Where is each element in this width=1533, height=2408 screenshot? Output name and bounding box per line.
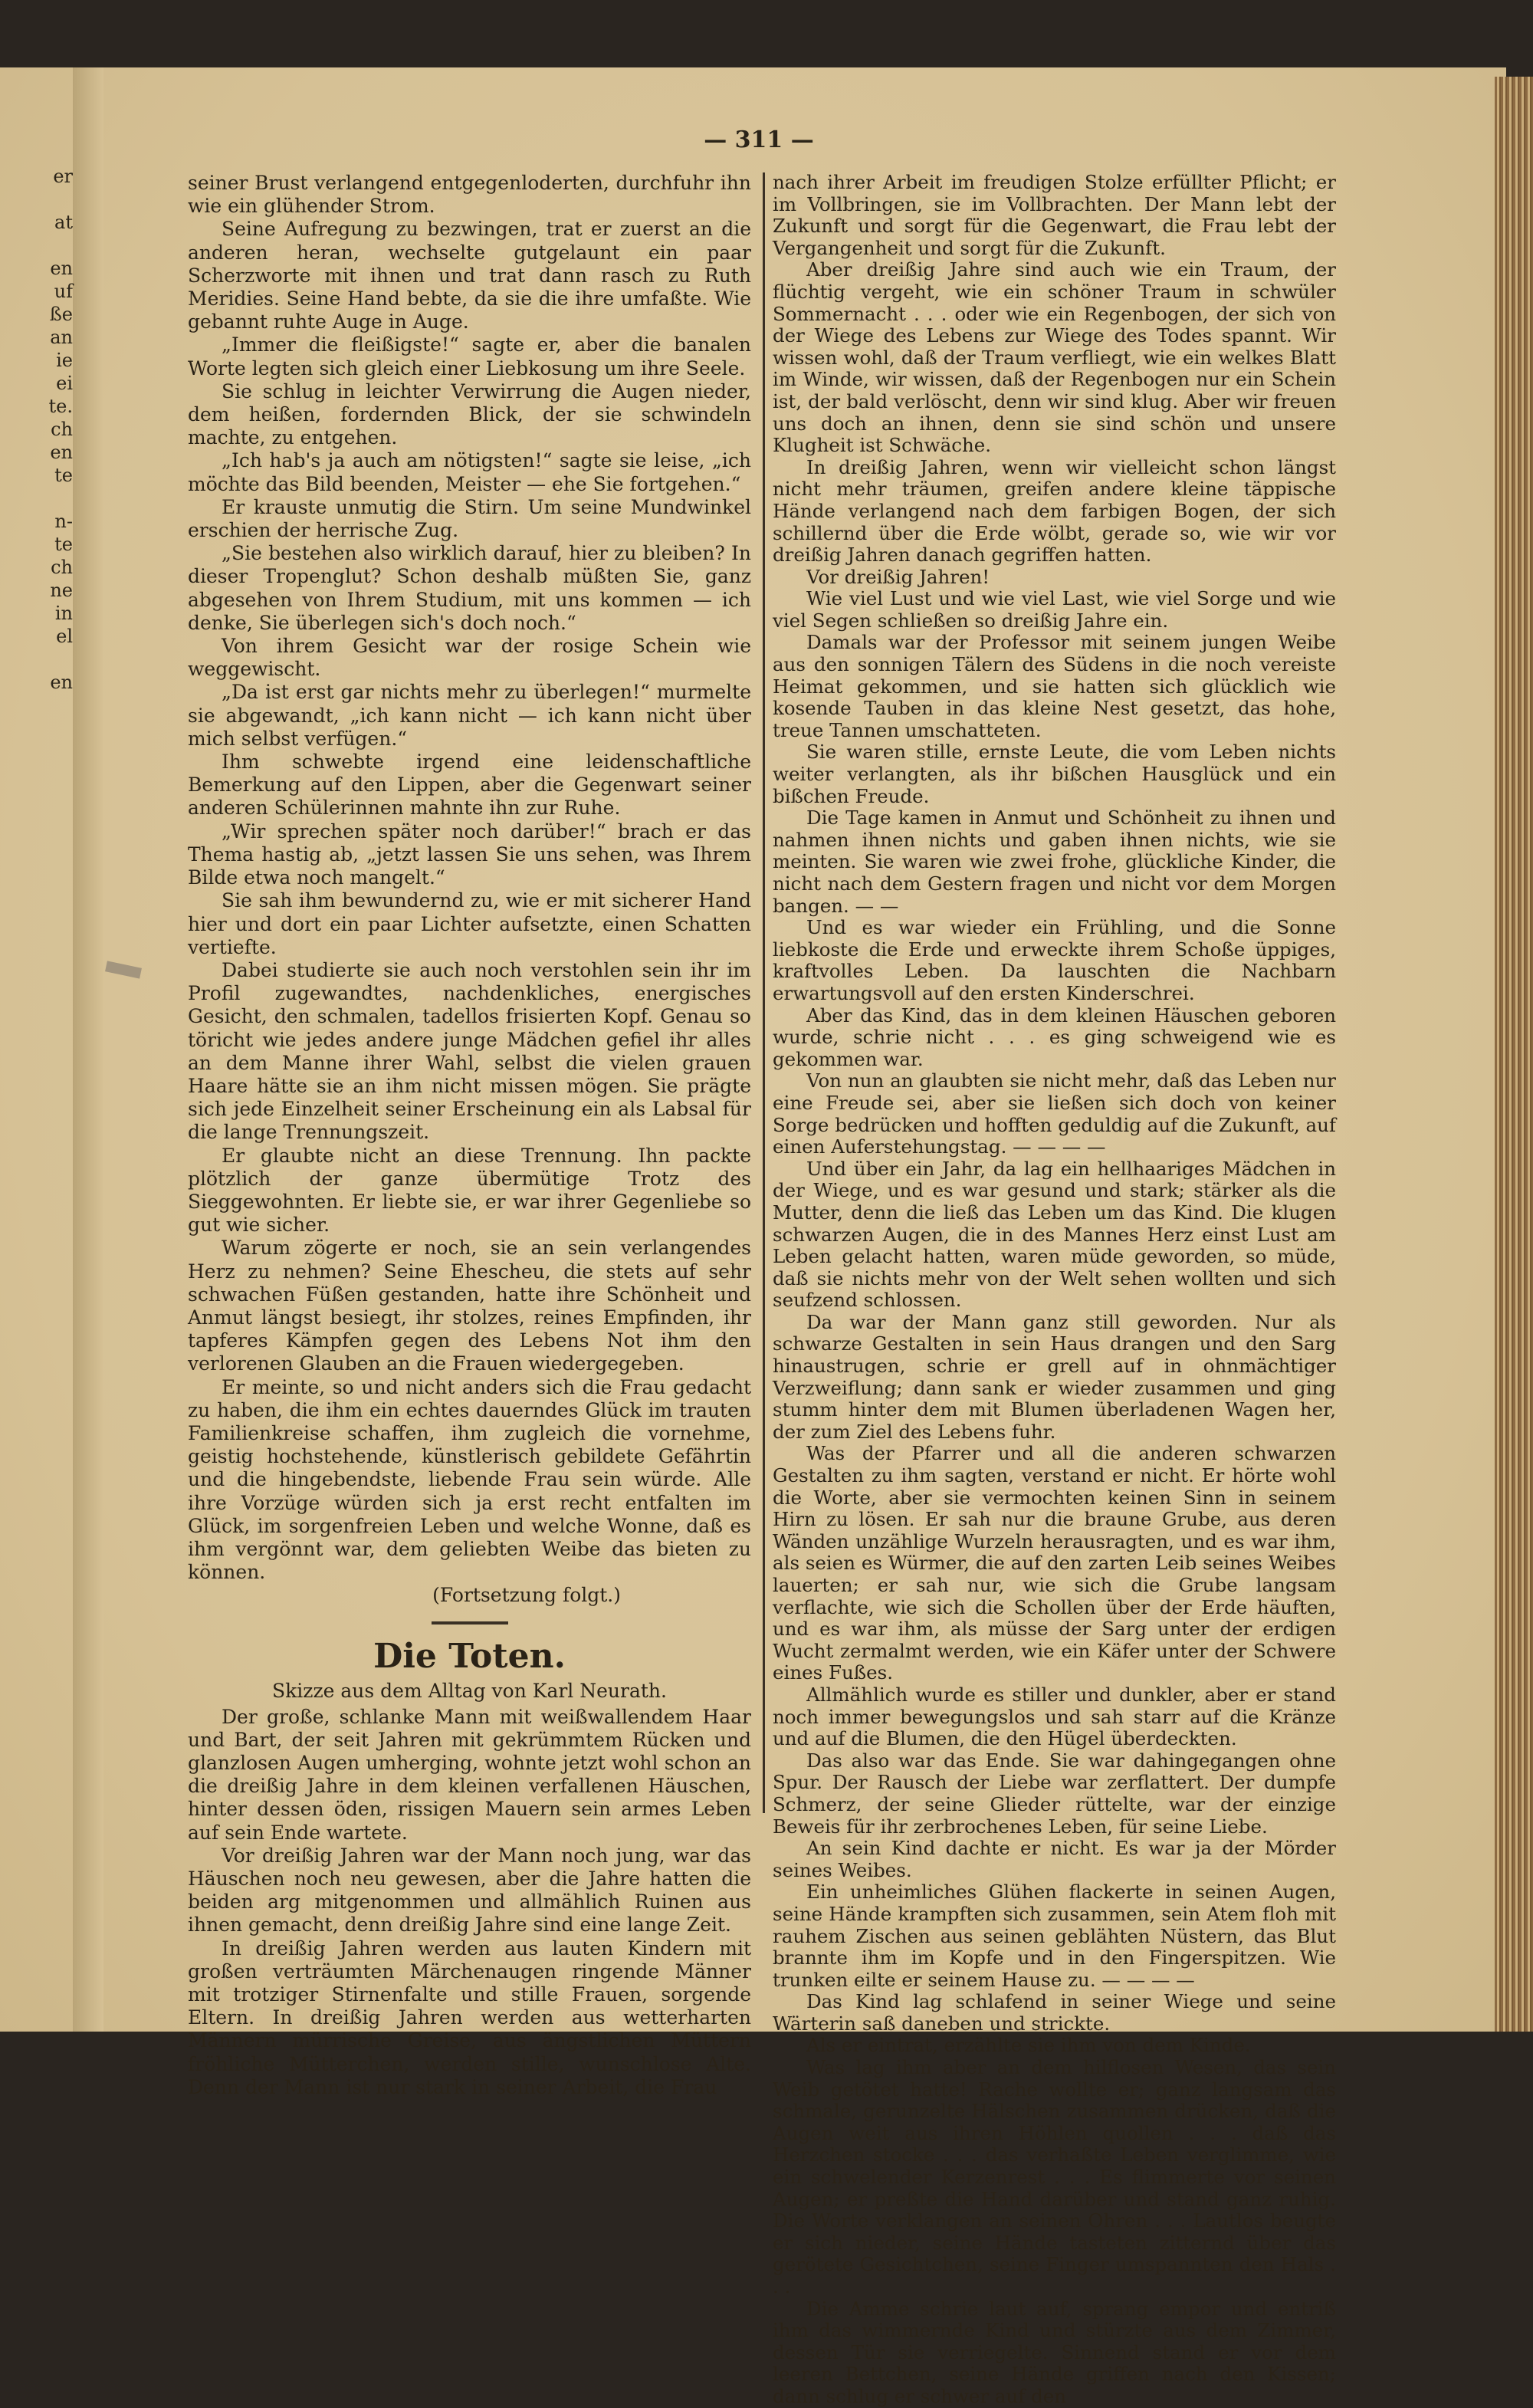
paragraph: Ein unheimliches Glühen flackerte in seinen Augen, seine Hände krampften sich zusammen, sein Atem floh mit rauhem Zischen aus seinen geblähten Nüstern, das Blut brannte ihm im Kopfe und in den Fingerspitzen. Wie trunken eilte er seinem Hause zu. — — — — xyxy=(773,1881,1336,1991)
paragraph: Die Amme schrie laut auf, sprang empor und entriß ihm das wimmernde Kind und stürzte aus dem Zimmer, dessen Tür sie verriegelte. Sinnend stand er vor dem leeren Bettchen, seine Hände griffen nach den Kissen; dann schlug er schwer auf den xyxy=(773,2297,1336,2407)
paragraph: „Da ist erst gar nichts mehr zu überlegen!“ murmelte sie abgewandt, „ich kann nicht — ich kann nicht über mich selbst verfügen.“ xyxy=(188,681,751,750)
paragraph: Was der Pfarrer und all die anderen schwarzen Gestalten zu ihm sagten, verstand er nicht. Er hörte wohl die Worte, aber sie vermochten keinen Sinn in seinem Hirn zu lösen. Er sah nur die braune Grube, aus deren Wänden unzählige Wurzeln herausragten, und es war ihm, als seien es Würmer, die auf den zarten Leib seines Weibes lauerten; er sah nur, wie sich die Grube langsam verflachte, wie sich die Schollen über der Erde häuften, und es war ihm, als müsse der Sarg unter der erdigen Wucht zermalmt werden, wie ein Käfer unter der Schwere eines Fußes. xyxy=(773,1442,1336,1684)
left-page-fragment xyxy=(0,648,73,671)
page-gutter xyxy=(73,67,103,2032)
paragraph: Das also war das Ende. Sie war dahingegangen ohne Spur. Der Rausch der Liebe war zerflattert. Der dumpfe Schmerz, der seine Glieder rüttelte, war der einzige Beweis für ihr zerbrochenes Leben, für seine Liebe. xyxy=(773,1749,1336,1838)
left-page-fragment: ie xyxy=(56,350,73,371)
paragraph: Vor dreißig Jahren war der Mann noch jung, war das Häuschen noch neu gewesen, aber die Jahre hatten die beiden arg mitgenommen und allmählich Ruinen aus ihnen gemacht, denn dreißig Jahre sind eine lange Zeit. xyxy=(188,1844,751,1937)
paragraph: Die Tage kamen in Anmut und Schönheit zu ihnen und nahmen ihnen nichts und gaben ihnen nichts, wie sie meinten. Sie waren wie zwei frohe, glückliche Kinder, die nicht nach dem Gestern fragen und nicht vor dem Morgen bangen. — — xyxy=(773,806,1336,917)
left-page-fragment xyxy=(0,487,73,510)
paragraph: Von nun an glaubten sie nicht mehr, daß das Leben nur eine Freude sei, aber sie ließen sich doch von keiner Sorge bedrücken und hofften geduldig auf die Zukunft, auf einen Auferstehungstag. — — — — xyxy=(773,1069,1336,1158)
paragraph: Von ihrem Gesicht war der rosige Schein wie weggewischt. xyxy=(188,635,751,681)
paragraph: Damals war der Professor mit seinem jungen Weibe aus den sonnigen Tälern des Südens in die noch vereiste Heimat gekommen, und sie hatten sich glücklich wie kosende Tauben in das kleine Nest gesetzt, das hohe, treue Tannen umschatteten. xyxy=(773,631,1336,741)
left-page-fragment: en xyxy=(50,442,73,463)
paragraph: Wie viel Lust und wie viel Last, wie viel Sorge und wie viel Segen schließen so dreißig Jahre ein. xyxy=(773,587,1336,632)
section-divider xyxy=(432,1621,508,1624)
left-page-fragment: ch xyxy=(51,557,73,578)
paragraph: Ihm schwebte irgend eine leidenschaftliche Bemerkung auf den Lippen, aber die Gegenwart seiner anderen Schülerinnen mahnte ihn zur Ruhe. xyxy=(188,751,751,820)
paragraph: „Wir sprechen später noch darüber!“ brach er das Thema hastig ab, „jetzt lassen Sie uns sehen, was Ihrem Bilde etwa noch mangelt.“ xyxy=(188,820,751,889)
paragraph: Vor dreißig Jahren! xyxy=(806,565,990,588)
paragraph: Er glaubte nicht an diese Trennung. Ihn packte plötzlich der ganze übermütige Trotz des Sieggewohnten. Er liebte sie, er war ihrer Gegenliebe so gut wie sicher. xyxy=(188,1144,751,1237)
paragraph: nach ihrer Arbeit im freudigen Stolze erfüllter Pflicht; er im Vollbringen, sie im Vollbrachten. Der Mann lebt der Zukunft und sorgt für die Gegenwart, die Frau lebt der Vergangenheit und sorgt für die Zukunft. xyxy=(773,171,1336,259)
left-page-fragment: ei xyxy=(56,373,73,394)
left-page-fragment: en xyxy=(50,672,73,693)
paragraph: Seine Aufregung zu bezwingen, trat er zuerst an die anderen heran, wechselte gutgelaunt ein paar Scherzworte mit ihnen und trat dann rasch zu Ruth Meridies. Seine Hand bebte, da sie die ihre umfaßte. Wie gebannt ruhte Auge in Auge. xyxy=(188,218,751,333)
paragraph: „Immer die fleißigste!“ sagte er, aber die banalen Worte legten sich gleich einer Liebkosung um ihre Seele. xyxy=(188,333,751,379)
continued-note: (Fortsetzung folgt.) xyxy=(432,1584,621,1607)
left-page-fragment: n- xyxy=(54,511,73,532)
left-page-fragment: er xyxy=(53,166,73,187)
paragraph: Warum zögerte er noch, sie an sein verlangendes Herz zu nehmen? Seine Ehescheu, die stets auf sehr schwachen Füßen gestanden, hatte ihre Schönheit und Anmut längst besiegt, ihr stolzes, reines Empfinden, ihr tapferes Kämpfen gegen des Lebens Not ihm den verlorenen Glauben an die Frauen wiedergegeben. xyxy=(188,1237,751,1375)
paragraph: In dreißig Jahren werden aus lauten Kindern mit großen verträumten Märchenaugen ringende Männer mit trotziger Stirnenfalte und stille Frauen, sorgende Eltern. In dreißig Jahren werden aus wetterharten Männern mürrische Greise, aus ängstlichen Müttern fröhliche Mütterchen, werden stille, wunschlose Alte. Denn der Mann ist nur stark in seiner Arbeit, die Frau xyxy=(188,1937,751,2098)
left-page-fragment: te xyxy=(54,465,73,486)
paragraph: Er krauste unmutig die Stirn. Um seine Mundwinkel erschien der herrische Zug. xyxy=(188,495,751,542)
paragraph: Da war der Mann ganz still geworden. Nur als schwarze Gestalten in sein Haus drangen und den Sarg hinaustrugen, schrie er grell auf in ohnmächtiger Verzweiflung; dann sank er wieder zusammen und ging stumm hinter dem mit Blumen überladenen Wagen her, der zum Ziel des Lebens fuhr. xyxy=(773,1310,1336,1443)
previous-page-edge-text xyxy=(0,165,73,694)
story-subtitle: Skizze aus dem Alltag von Karl Neurath. xyxy=(272,1679,667,1702)
story-text xyxy=(188,1706,751,2099)
paragraph: Sie sah ihm bewundernd zu, wie er mit sicherer Hand hier und dort ein paar Lichter aufsetzte, einen Schatten vertiefte. xyxy=(188,889,751,958)
paragraph: Und es war wieder ein Frühling, und die Sonne liebkoste die Erde und erweckte ihrem Schoße üppiges, kraftvolles Leben. Da lauschten die Nachbarn erwartungsvoll auf den ersten Kinderschrei. xyxy=(773,916,1336,1004)
paragraph: seiner Brust verlangend entgegenloderten, durchfuhr ihn wie ein glühender Strom. xyxy=(188,172,751,218)
left-page-fragment: te xyxy=(54,534,73,555)
left-page-fragment: el xyxy=(56,626,73,647)
paragraph: Er meinte, so und nicht anders sich die Frau gedacht zu haben, die ihm ein echtes dauerndes Glück im trauten Familienkreise schaffen, ihm zugleich die vornehme, geistig hochstehende, künstlerisch gebildete Gefährtin und die hingebendste, liebende Frau sein würde. Alle ihre Vorzüge würden sich ja erst recht entfalten im Glück, im sorgenfreien Leben und welche Wonne, daß es ihm vergönnt war, dem geliebten Weibe das bieten zu können. xyxy=(188,1375,751,1584)
left-page-fragment: an xyxy=(50,327,73,348)
left-page-fragment xyxy=(0,234,73,257)
paragraph: Der große, schlanke Mann mit weißwallendem Haar und Bart, der seit Jahren mit gekrümmtem Rücken und glanzlosen Augen umherging, wohnte jetzt wohl schon an die dreißig Jahre in dem kleinen verfallenen Häuschen, hinter dessen öden, rissigen Mauern sein armes Leben auf sein Ende wartete. xyxy=(188,1705,751,1844)
left-page-fragment: ch xyxy=(51,419,73,440)
paragraph: Allmählich wurde es stiller und dunkler, aber er stand noch immer bewegungslos und sah starr auf die Kränze und auf die Blumen, die den Hügel überdeckten. xyxy=(773,1683,1336,1750)
left-page-fragment: at xyxy=(54,212,73,233)
paragraph: „Ich hab's ja auch am nötigsten!“ sagte sie leise, „ich möchte das Bild beenden, Meister — ehe Sie fortgehen.“ xyxy=(188,449,751,495)
stacked-page-edges xyxy=(1495,77,1533,2032)
left-page-fragment: en xyxy=(50,258,73,279)
serial-continuation-text xyxy=(188,172,751,1584)
paragraph: Was lag ihm aber an dem hilflosen Wesen, das sein Weib getötet hatte! Rache wollte er; ganz langsam das schmale, gerunzelte Hälschen zusammen drücken, daß die Augen weit aus ihren Höhlen quollen . . . daß das Herzchen stocke . . . das verhaßte Leben verglimme, wie ein schwelender Kerzenrest . . . Es flimmerte vor seinen Augen; er preßte die Hand darüber und stand ganz ruhig. Die Worte verklangen an seinen Ohren . . . Lautlos beugte er sich nieder, seine Hände tasteten zitternd über das gerötete Gesichtchen, seine Finger umspannten den Hals . . . xyxy=(773,2056,1336,2298)
paragraph: Aber das Kind, das in dem kleinen Häuschen geboren wurde, schrie nicht . . . es ging schweigend wie es gekommen war. xyxy=(773,1004,1336,1070)
column-right xyxy=(773,172,1336,2408)
column-rule xyxy=(763,172,765,1813)
paragraph: Und über ein Jahr, da lag ein hellhaariges Mädchen in der Wiege, und es war gesund und stark; stärker als die Mutter, denn die ließ das Leben um das Kind. Die klugen schwarzen Augen, die in des Mannes Herz einst Lust am Leben gelacht hatten, waren müde geworden, so müde, daß sie nichts mehr von der Welt sehen wollten und sich seufzend schlossen. xyxy=(773,1157,1336,1312)
paragraph: An sein Kind dachte er nicht. Es war ja der Mörder seines Weibes. xyxy=(773,1837,1336,1881)
paragraph: Als er eintrat, erzählte sie ihm von dem Kinde. xyxy=(806,2034,1251,2057)
left-page-fragment: ße xyxy=(49,304,73,325)
page-number: — 311 — xyxy=(704,126,814,153)
left-page-fragment: te. xyxy=(48,396,73,417)
paragraph: Das Kind lag schlafend in seiner Wiege und seine Wärterin saß daneben und strickte. xyxy=(773,1990,1336,2035)
left-page-fragment: uf xyxy=(54,281,73,302)
left-page-fragment: ne xyxy=(50,580,73,601)
paragraph: „Sie bestehen also wirklich darauf, hier zu bleiben? In dieser Tropenglut? Schon deshalb müßten Sie, ganz abgesehen von Ihrem Studium, mit uns kommen — ich denke, Sie überlegen sich's doch noch.“ xyxy=(188,542,751,634)
left-page-fragment xyxy=(0,188,73,211)
paragraph: Sie schlug in leichter Verwirrung die Augen nieder, dem heißen, fordernden Blick, der sie schwindeln machte, zu entgehen. xyxy=(188,379,751,449)
story-text-continued xyxy=(773,172,1336,2408)
story-title: Die Toten. xyxy=(373,1636,566,1676)
paragraph: Sie waren stille, ernste Leute, die vom Leben nichts weiter verlangten, als ihr bißchen Hausglück und ein bißchen Freude. xyxy=(773,741,1336,807)
column-left xyxy=(188,172,751,2099)
left-page-fragment: in xyxy=(54,603,73,624)
paragraph: Aber dreißig Jahre sind auch wie ein Traum, der flüchtig vergeht, wie ein schöner Traum in schwüler Sommernacht . . . oder wie ein Regenbogen, der sich von der Wiege des Lebens zur Wiege des Todes spannt. Wir wissen wohl, daß der Traum verfliegt, wie ein welkes Blatt im Winde, wir wissen, daß der Regenbogen nur ein Schein ist, der bald verlöscht, denn wir sind klug. Aber wir freuen uns doch an ihnen, denn sie sind schön und unsere Klugheit ist Schwäche. xyxy=(773,258,1336,457)
paragraph: Dabei studierte sie auch noch verstohlen sein ihr im Profil zugewandtes, nachdenkliches, energisches Gesicht, den schmalen, tadellos frisierten Kopf. Genau so töricht wie jedes andere junge Mädchen gefiel ihr alles an dem Manne ihrer Wahl, selbst die vielen grauen Haare hätte sie an ihm nicht missen mögen. Sie prägte sich jede Einzelheit seiner Erscheinung ein als Labsal für die lange Trennungszeit. xyxy=(188,958,751,1144)
paragraph: In dreißig Jahren, wenn wir vielleicht schon längst nicht mehr träumen, greifen andere kleine täppische Hände verlangend nach dem farbigen Bogen, der sich schillernd über die Erde wölbt, gerade so, wie wir vor dreißig Jahren danach gegriffen hatten. xyxy=(773,455,1336,567)
